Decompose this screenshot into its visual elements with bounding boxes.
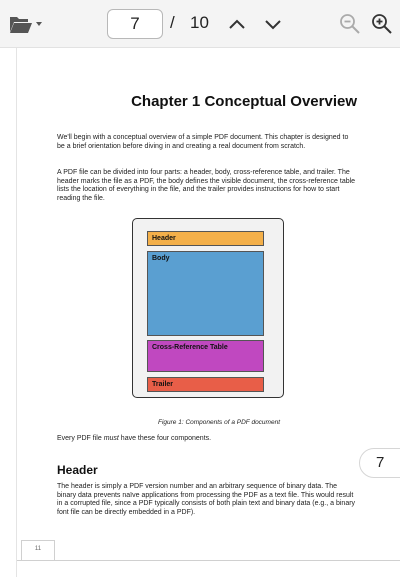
pdf-page[interactable] [16, 48, 400, 577]
total-pages: 10 [190, 13, 209, 32]
components-text-after: have these four components. [118, 435, 212, 442]
printed-page-number: 11 [21, 540, 55, 560]
figure-body-block: Body [147, 251, 264, 336]
zoom-out-button[interactable] [338, 12, 362, 36]
figure-caption: Figure 1: Components of a PDF document [158, 419, 280, 426]
zoom-in-icon [370, 12, 394, 36]
chevron-down-icon [262, 13, 284, 35]
next-page-button[interactable] [262, 13, 284, 35]
figure-header-block: Header [147, 231, 264, 246]
header-section-paragraph: The header is simply a PDF version number and an arbitrary sequence of binary data. The binary data prevents naïve applications from processing the PDF as a text file. This would result in a corrupted file, since a PDF typically consists of both plain text and binary data (e.g., a binary font file can be directly embedded in a PDF). [57, 483, 356, 516]
caret-down-icon [36, 22, 42, 26]
zoom-out-icon [338, 12, 362, 36]
zoom-in-button[interactable] [370, 12, 394, 36]
figure-xref-block: Cross-Reference Table [147, 340, 264, 372]
components-paragraph [57, 435, 357, 444]
page-footer-line [17, 560, 400, 561]
page-indicator-bubble: 7 [359, 448, 400, 478]
open-file-button[interactable] [8, 12, 44, 36]
components-text-before: Every PDF file [57, 435, 104, 442]
folder-open-icon [8, 13, 44, 35]
page-separator: / [170, 13, 175, 32]
page-number-input[interactable]: 7 [107, 9, 163, 39]
pdf-components-figure [132, 218, 284, 398]
chapter-title: Chapter 1 Conceptual Overview [131, 93, 357, 110]
section-title: Header [57, 463, 98, 477]
toolbar [0, 0, 400, 48]
figure-trailer-block: Trailer [147, 377, 264, 392]
chevron-up-icon [226, 13, 248, 35]
previous-page-button[interactable] [226, 13, 248, 35]
parts-paragraph: A PDF file can be divided into four parts: a header, body, cross-reference table, and trailer. The header marks the file as a PDF, the body defines the visible document, the cross-reference table lists the location of everything in the file, and the trailer provides instructions for how to start reading the file. [57, 169, 356, 202]
intro-paragraph: We'll begin with a conceptual overview of a simple PDF document. This chapter is designed to be a brief orientation before diving in and creating a real document from scratch. [57, 134, 349, 150]
components-emphasis: must [103, 435, 119, 442]
